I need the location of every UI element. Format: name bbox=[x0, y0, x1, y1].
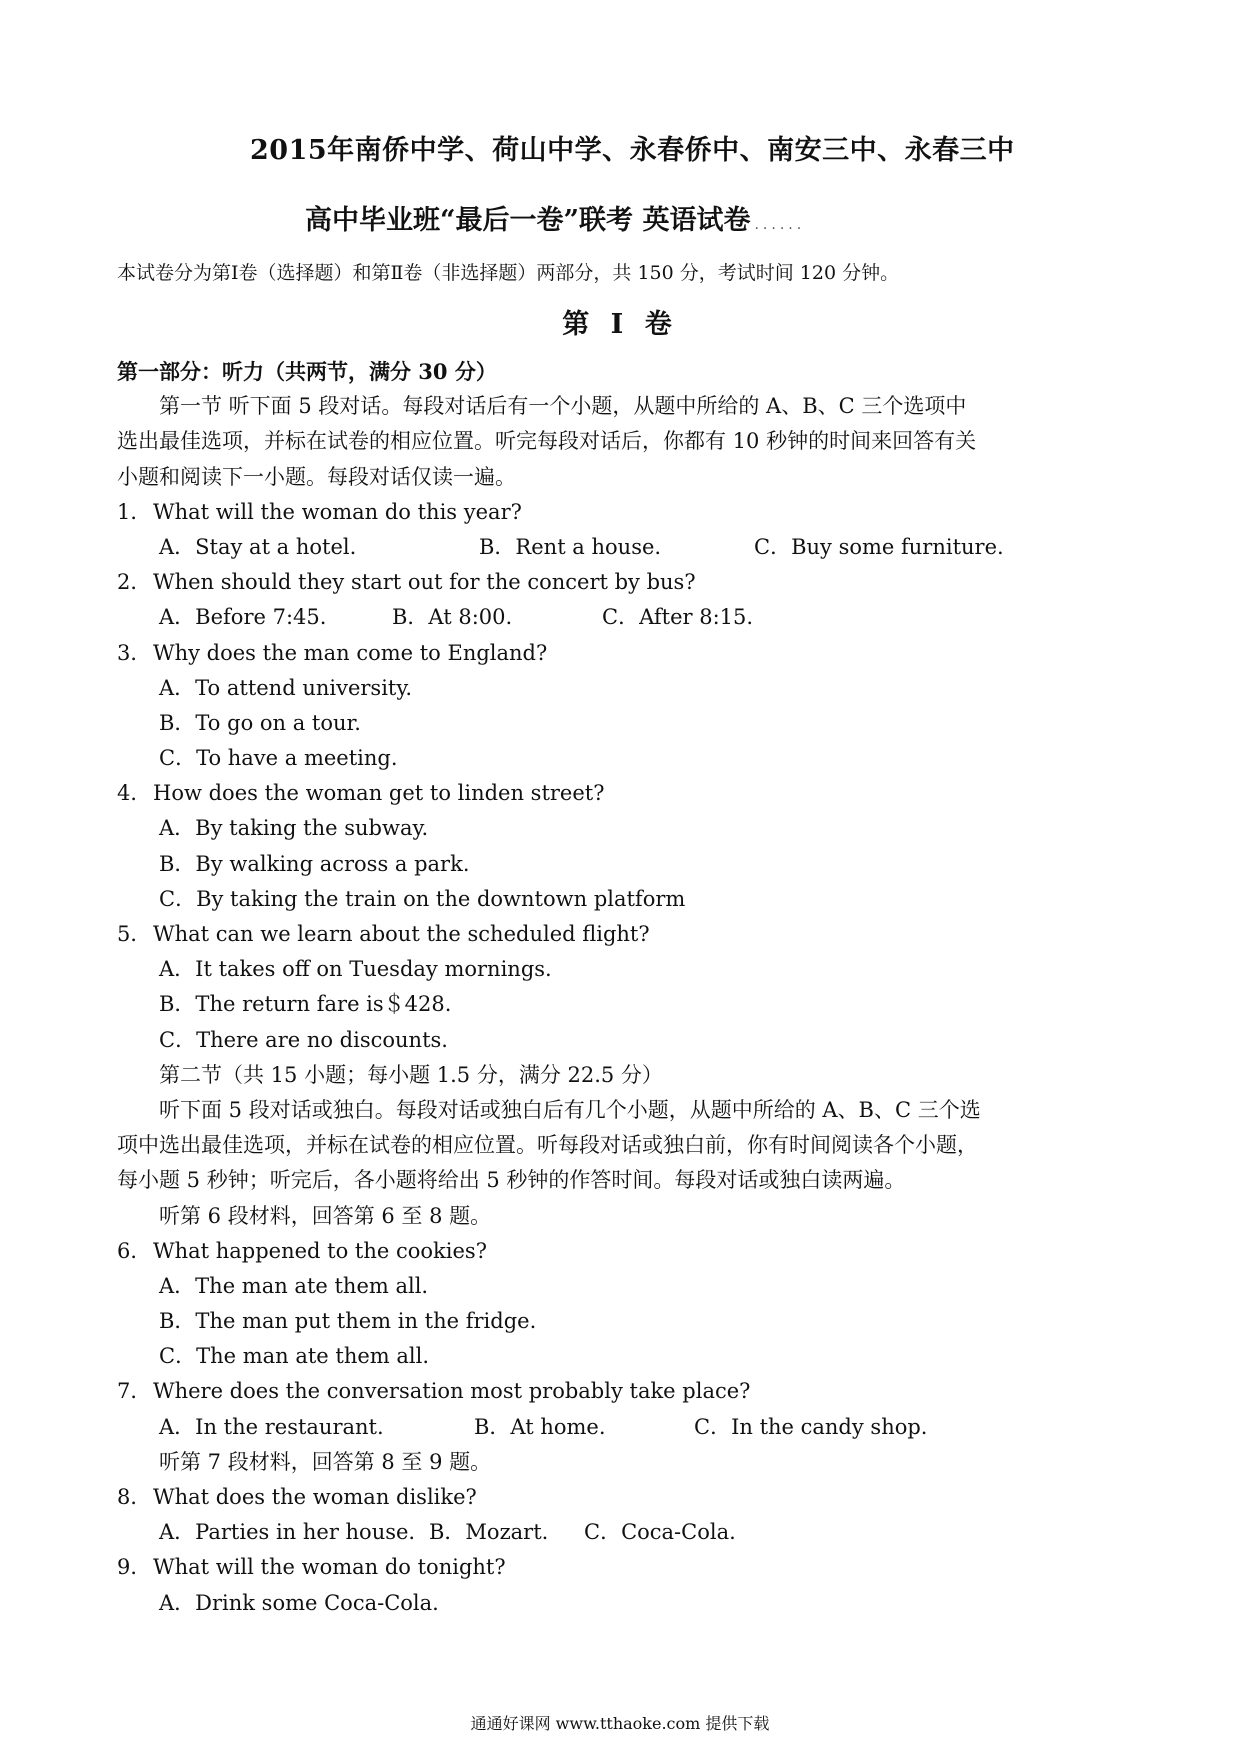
option-a: A．It takes off on Tuesday mornings. bbox=[159, 957, 552, 982]
exam-intro: 本试卷分为第Ⅰ卷（选择题）和第Ⅱ卷（非选择题）两部分，共 150 分，考试时间 120 分钟。 bbox=[117, 262, 900, 284]
option-a: A．To attend university. bbox=[159, 675, 413, 700]
question-8 bbox=[117, 1480, 1127, 1515]
section2-instructions-3: 每小题 5 秒钟；听完后，各小题将给出 5 秒钟的作答时间。每段对话或独白读两遍。 bbox=[117, 1168, 906, 1193]
page-footer: 通通好课网 www.tthaoke.com 提供下载 bbox=[470, 1714, 770, 1733]
section1-instructions-3: 小题和阅读下一小题。每段对话仅读一遍。 bbox=[117, 464, 516, 489]
material-7-heading: 听第 7 段材料，回答第 8 至 9 题。 bbox=[159, 1449, 492, 1474]
section2-instructions-1: 听下面 5 段对话或独白。每段对话或独白后有几个小题，从题中所给的 A、B、C 三个选 bbox=[159, 1097, 981, 1122]
option-a: A．Drink some Coca-Cola. bbox=[159, 1590, 439, 1615]
question-text: Why does the man come to England? bbox=[153, 640, 548, 665]
option-a: A．The man ate them all. bbox=[159, 1273, 429, 1298]
question-7 bbox=[117, 1374, 1127, 1409]
option-a: A．Parties in her house. bbox=[159, 1520, 416, 1545]
option-c: C．Coca-Cola. bbox=[584, 1520, 736, 1545]
option-b: B．At home. bbox=[474, 1414, 606, 1439]
question-text: What does the woman dislike? bbox=[153, 1485, 477, 1509]
question-9 bbox=[117, 1550, 1127, 1585]
section2-heading: 第二节（共 15 小题；每小题 1.5 分，满分 22.5 分） bbox=[159, 1062, 663, 1087]
question-number: 1． bbox=[117, 499, 152, 524]
section1-instructions-1: 第一节 听下面 5 段对话。每段对话后有一个小题，从题中所给的 A、B、C 三个选项中 bbox=[159, 394, 967, 419]
option-b: B．The return fare is＄428. bbox=[159, 992, 452, 1017]
section2-instructions-2: 项中选出最佳选项，并标在试卷的相应位置。听每段对话或独白前，你有时间阅读各个小题， bbox=[117, 1133, 978, 1158]
material-6-heading: 听第 6 段材料，回答第 6 至 8 题。 bbox=[159, 1203, 492, 1228]
option-c: C．By taking the train on the downtown platform bbox=[159, 886, 686, 911]
question-text: What will the woman do this year? bbox=[153, 499, 522, 524]
option-b: B．Rent a house. bbox=[479, 534, 662, 559]
exam-title-line1: 2015年南侨中学、荷山中学、永春侨中、南安三中、永春三中 bbox=[250, 135, 1015, 166]
question-number: 8． bbox=[117, 1485, 152, 1509]
question-number: 3． bbox=[117, 640, 152, 665]
question-5 bbox=[117, 917, 1127, 952]
option-b: B．By walking across a park. bbox=[159, 851, 470, 876]
option-c: C．There are no discounts. bbox=[159, 1027, 448, 1052]
question-4 bbox=[117, 776, 1127, 811]
option-b: B．At 8:00. bbox=[392, 605, 513, 630]
option-a: A．By taking the subway. bbox=[159, 816, 429, 841]
option-a: A．Stay at a hotel. bbox=[159, 534, 357, 559]
question-text: Where does the conversation most probably take place? bbox=[153, 1379, 751, 1404]
question-2 bbox=[117, 565, 1127, 600]
question-8-options bbox=[117, 1515, 1127, 1550]
option-b: B．Mozart. bbox=[429, 1520, 549, 1545]
question-number: 5． bbox=[117, 922, 152, 946]
question-text: What will the woman do tonight? bbox=[153, 1555, 506, 1580]
part1-heading: 第一部分：听力（共两节，满分 30 分） bbox=[117, 359, 497, 384]
option-c: C．To have a meeting. bbox=[159, 746, 398, 771]
option-c: C．In the candy shop. bbox=[694, 1414, 928, 1439]
exam-body bbox=[117, 354, 1127, 1621]
question-text: What can we learn about the scheduled flight? bbox=[153, 922, 650, 946]
volume-heading: 第 I 卷 bbox=[562, 309, 678, 340]
option-c: C．After 8:15. bbox=[602, 605, 754, 630]
option-b: B．The man put them in the fridge. bbox=[159, 1309, 537, 1334]
question-text: When should they start out for the concert by bus? bbox=[153, 570, 696, 595]
option-a: A．Before 7:45. bbox=[159, 605, 327, 630]
question-number: 4． bbox=[117, 781, 152, 806]
option-b: B．To go on a tour. bbox=[159, 710, 361, 735]
title-dots: ...... bbox=[754, 217, 806, 233]
question-1-options bbox=[117, 530, 1127, 565]
question-number: 6． bbox=[117, 1238, 152, 1263]
question-2-options bbox=[117, 600, 1127, 635]
question-text: What happened to the cookies? bbox=[153, 1238, 487, 1263]
question-3 bbox=[117, 636, 1127, 671]
question-1 bbox=[117, 495, 1127, 530]
question-6 bbox=[117, 1234, 1127, 1269]
option-c: C．Buy some furniture. bbox=[754, 534, 1004, 559]
section1-instructions-2: 选出最佳选项，并标在试卷的相应位置。听完每段对话后，你都有 10 秒钟的时间来回答有关 bbox=[117, 429, 977, 454]
question-7-options bbox=[117, 1410, 1127, 1445]
option-a: A．In the restaurant. bbox=[159, 1414, 384, 1439]
question-number: 2． bbox=[117, 570, 152, 595]
question-text: How does the woman get to linden street? bbox=[153, 781, 605, 806]
exam-title-line2 bbox=[305, 198, 805, 237]
option-c: C．The man ate them all. bbox=[159, 1344, 430, 1369]
question-number: 9． bbox=[117, 1555, 152, 1580]
question-number: 7． bbox=[117, 1379, 152, 1404]
exam-title-text: 高中毕业班“最后一卷”联考 英语试卷 bbox=[305, 205, 751, 236]
